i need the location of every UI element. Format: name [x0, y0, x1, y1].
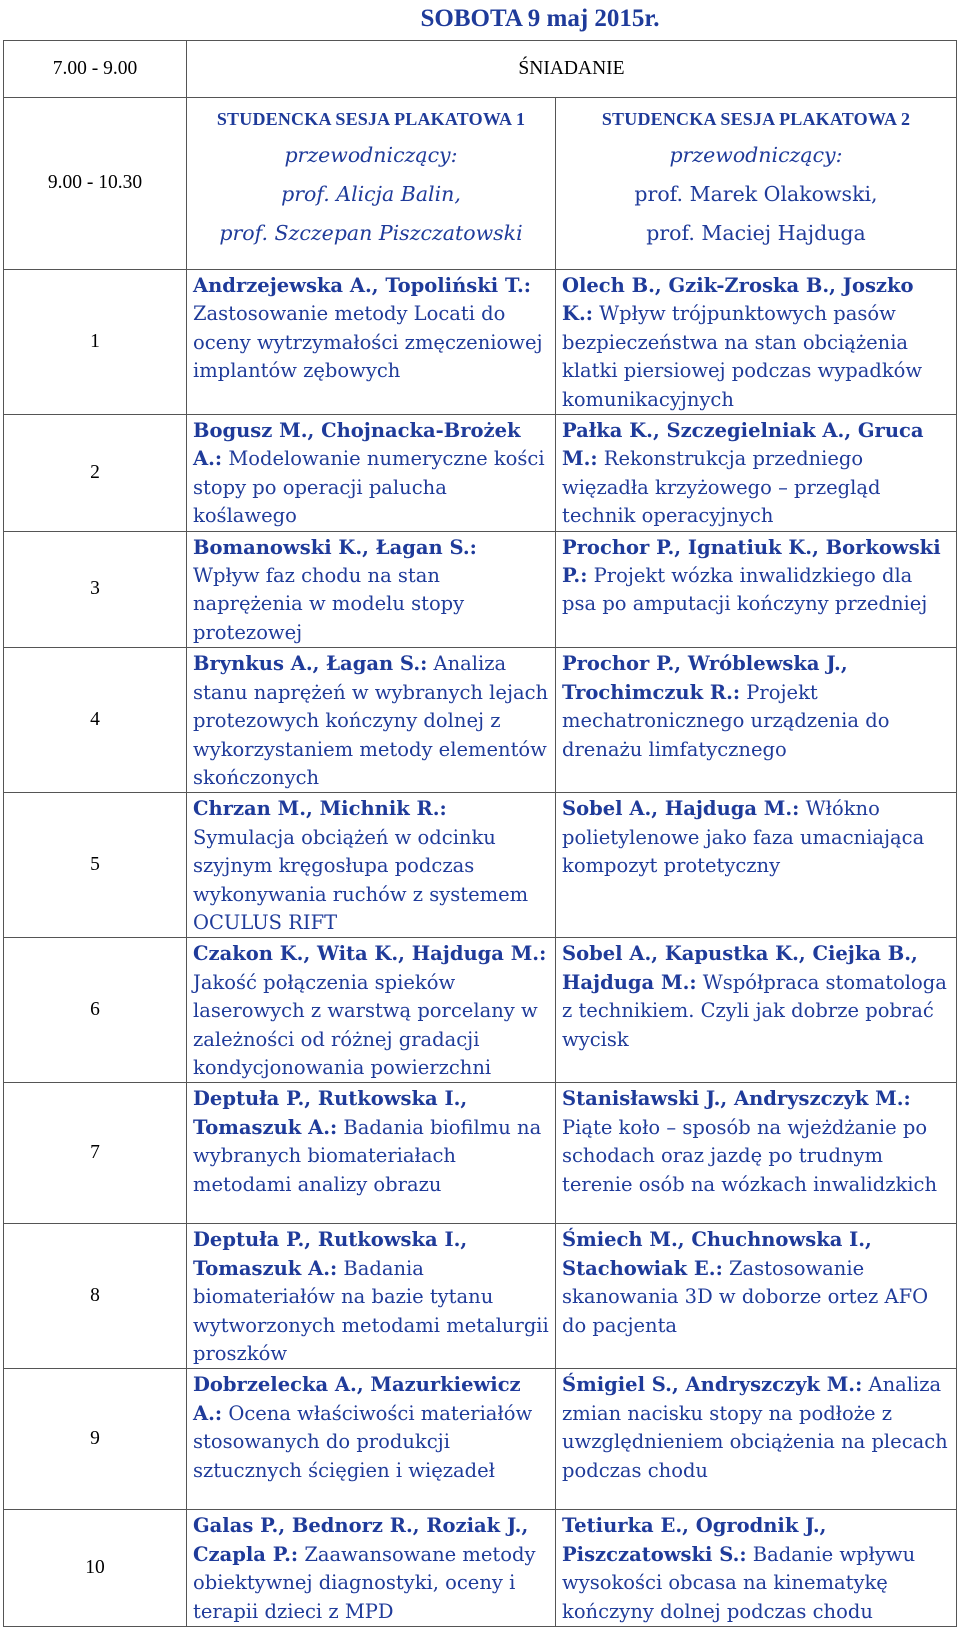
poster-rows: [4, 270, 957, 1627]
breakfast-time: 7.00 - 9.00: [4, 41, 187, 98]
poster-title: Projekt mechatronicznego urządzenia do drenażu limfatycznego: [562, 680, 890, 761]
row-number: 2: [4, 415, 187, 532]
poster-title: Zastosowanie metody Locati do oceny wytrzymałości zmęczeniowej implantów zębowych: [193, 302, 543, 383]
poster-title: Włókno polietylenowe jako faza umacniająca kompozyt protetyczny: [562, 797, 925, 878]
table-row: [4, 270, 957, 415]
session-2-chair-label: przewodniczący:: [669, 143, 843, 167]
breakfast-label: ŚNIADANIE: [187, 41, 957, 98]
session-2-header: [556, 98, 957, 270]
session-1-poster: [187, 1224, 556, 1369]
poster-authors: Sobel A., Hajduga M.:: [562, 797, 800, 821]
poster-title: Ocena właściwości materiałów stosowanych do produkcji sztucznych ścięgien i więzadeł: [193, 1401, 533, 1482]
session-2-poster: [556, 793, 957, 938]
session-1-chair-label: przewodniczący:: [284, 143, 458, 167]
table-row: [4, 1224, 957, 1369]
session-2-poster: [556, 1224, 957, 1369]
table-row: [4, 1510, 957, 1627]
poster-title: Zaawansowane metody obiektywnej diagnostyki, oceny i terapii dzieci z MPD: [193, 1542, 536, 1623]
session-2-chair-2: prof. Maciej Hajduga: [646, 221, 866, 245]
poster-title: Analiza stanu naprężeń w wybranych lejach protezowych kończyny dolnej z wykorzystaniem metody elementów skończonych: [193, 652, 549, 789]
row-number: 4: [4, 648, 187, 793]
poster-authors: Śmigiel S., Andryszczyk M.:: [562, 1373, 863, 1397]
session-1-poster: [187, 1083, 556, 1224]
page-title: SOBOTA 9 maj 2015r.: [420, 5, 660, 32]
poster-authors: Prochor P., Ignatiuk K., Borkowski P.:: [562, 535, 941, 588]
session-2-poster: [556, 938, 957, 1083]
poster-authors: Bogusz M., Chojnacka-Brożek A.:: [193, 419, 521, 471]
poster-authors: Deptuła P., Rutkowska I., Tomaszuk A.:: [193, 1228, 468, 1280]
poster-authors: Dobrzelecka A., Mazurkiewicz A.:: [193, 1373, 521, 1425]
table-row: [4, 793, 957, 938]
poster-title: Projekt wózka inwalidzkiego dla psa po amputacji kończyny przedniej: [562, 564, 928, 616]
breakfast-row: [4, 41, 957, 98]
poster-title: Analiza zmian nacisku stopy na podłoże z uwzględnieniem obciążenia na plecach podczas chodu: [562, 1373, 948, 1482]
row-number: 6: [4, 938, 187, 1083]
session-1-poster: [187, 1510, 556, 1627]
session-2-poster: [556, 648, 957, 793]
table-row: [4, 648, 957, 793]
row-number: 3: [4, 531, 187, 648]
poster-title: Piąte koło – sposób na wjeżdżanie po schodach oraz jazdę po trudnym terenie osób na wózkach inwalidzkich: [562, 1115, 938, 1196]
session-2-poster: [556, 1510, 957, 1627]
table-row: [4, 938, 957, 1083]
row-number: 10: [4, 1510, 187, 1627]
poster-title: Rekonstrukcja przedniego więzadła krzyżowego – przegląd technik operacyjnych: [562, 447, 881, 528]
poster-title: Współpraca stomatologa z technikiem. Czyli jak dobrze pobrać wycisk: [562, 970, 947, 1051]
poster-authors: Czakon K., Wita K., Hajduga M.:: [193, 942, 547, 966]
row-number: 7: [4, 1083, 187, 1224]
session-1-title: STUDENCKA SESJA PLAKATOWA 1: [216, 109, 526, 129]
session-2-title: STUDENCKA SESJA PLAKATOWA 2: [601, 109, 911, 129]
poster-authors: Olech B., Gzik-Zroska B., Joszko K.:: [562, 274, 914, 326]
session-1-poster: [187, 793, 556, 938]
poster-authors: Galas P., Bednorz R., Roziak J., Czapla P.:: [193, 1514, 529, 1566]
poster-authors: Prochor P., Wróblewska J., Trochimczuk R.:: [562, 652, 848, 704]
poster-authors: Śmiech M., Chuchnowska I., Stachowiak E.:: [562, 1228, 872, 1280]
session-1-poster: [187, 415, 556, 532]
poster-title: Symulacja obciążeń w odcinku szyjnym kręgosłupa podczas wykonywania ruchów z systemem OCULUS RIFT: [193, 825, 529, 934]
poster-title: Modelowanie numeryczne kości stopy po operacji palucha koślawego: [193, 447, 545, 528]
session-1-poster: [187, 531, 556, 648]
poster-authors: Stanisławski J., Andryszczyk M.:: [562, 1087, 911, 1111]
poster-title: Badanie wpływu wysokości obcasa na kinematykę kończyny dolnej podczas chodu: [562, 1542, 916, 1623]
session-2-chair-1: prof. Marek Olakowski,: [634, 182, 878, 206]
session-2-poster: [556, 1369, 957, 1510]
poster-authors: Bomanowski K., Łagan S.:: [193, 535, 477, 559]
poster-title: Wpływ trójpunktowych pasów bezpieczeństwa na stan obciążenia klatki piersiowej podczas wypadków komunikacyjnych: [562, 302, 923, 411]
poster-authors: Tetiurka E., Ogrodnik J., Piszczatowski S.:: [562, 1514, 827, 1566]
row-number: 9: [4, 1369, 187, 1510]
poster-title: Wpływ faz chodu na stan naprężenia w modelu stopy protezowej: [193, 564, 465, 644]
table-row: [4, 531, 957, 648]
poster-authors: Deptuła P., Rutkowska I., Tomaszuk A.:: [193, 1087, 468, 1139]
table-row: [4, 1369, 957, 1510]
session-1-poster: [187, 938, 556, 1083]
poster-title: Badania biomateriałów na bazie tytanu wytworzonych metodami metalurgii proszków: [193, 1256, 549, 1365]
session-2-poster: [556, 531, 957, 648]
program-table: [3, 40, 957, 1627]
session-1-chair-1: prof. Alicja Balin,: [281, 182, 461, 206]
table-row: [4, 1083, 957, 1224]
poster-authors: Brynkus A., Łagan S.:: [193, 652, 428, 676]
session-1-poster: [187, 648, 556, 793]
row-number: 5: [4, 793, 187, 938]
session-1-header: [187, 98, 556, 270]
poster-authors: Sobel A., Kapustka K., Ciejka B., Hajduga M.:: [562, 942, 918, 994]
row-number: 8: [4, 1224, 187, 1369]
poster-authors: Pałka K., Szczegielniak A., Gruca M.:: [562, 419, 924, 471]
session-2-poster: [556, 1083, 957, 1224]
table-row: [4, 415, 957, 532]
poster-authors: Andrzejewska A., Topoliński T.:: [193, 274, 531, 297]
session-header-row: [4, 98, 957, 270]
poster-title: Badania biofilmu na wybranych biomateriałach metodami analizy obrazu: [193, 1115, 542, 1196]
poster-title: Jakość połączenia spieków laserowych z warstwą porcelany w zależności od różnej gradacji kondycjonowania powierzchni: [193, 970, 538, 1079]
poster-authors: Chrzan M., Michnik R.:: [193, 797, 447, 821]
session-2-poster: [556, 415, 957, 532]
session-2-poster: [556, 270, 957, 415]
session-1-chair-2: prof. Szczepan Piszczatowski: [219, 221, 523, 245]
session-1-poster: [187, 1369, 556, 1510]
session-1-poster: [187, 270, 556, 415]
poster-title: Zastosowanie skanowania 3D w doborze ortez AFO do pacjenta: [562, 1256, 929, 1337]
row-number: 1: [4, 270, 187, 415]
session-time: 9.00 - 10.30: [4, 98, 187, 270]
